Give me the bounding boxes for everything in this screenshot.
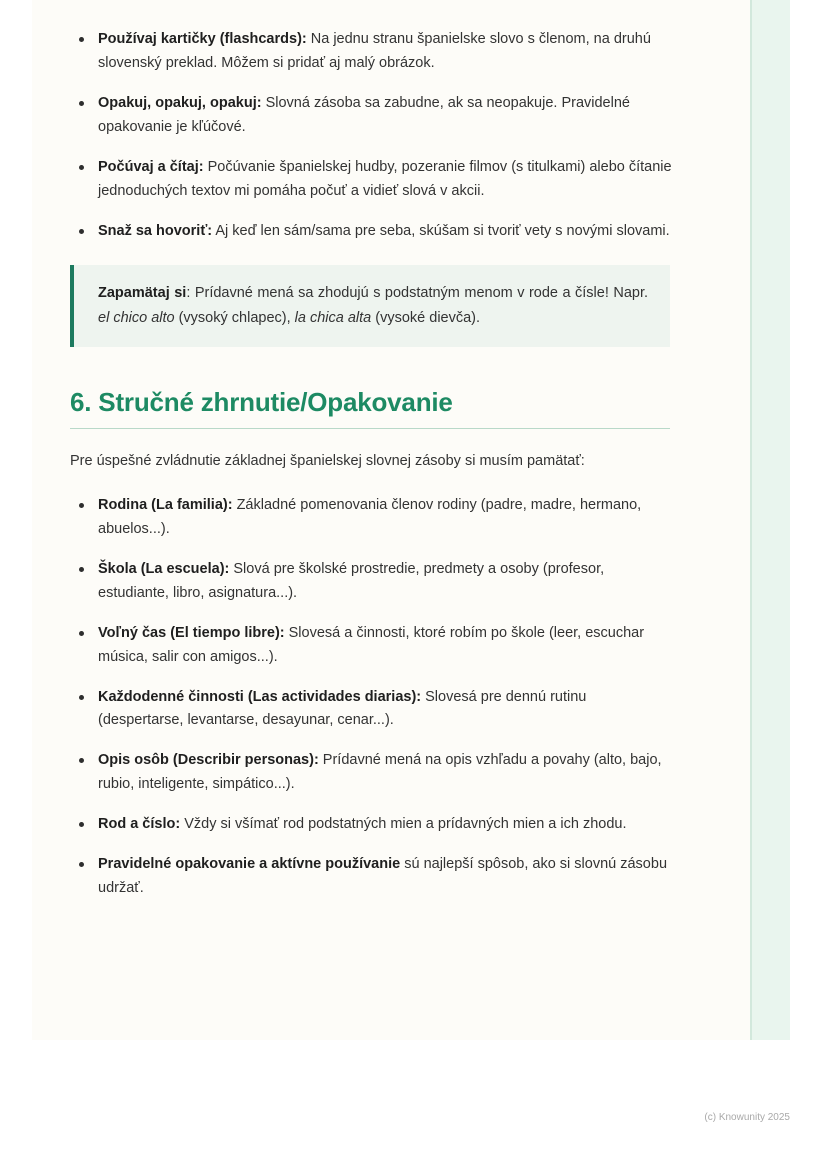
- list-item-lead: Opis osôb (Describir personas):: [98, 752, 319, 769]
- document-page: [32, 0, 790, 1040]
- list-item: [70, 558, 672, 606]
- section-intro: Pre úspešné zvládnutie základnej španielskej slovnej zásoby si musím pamätať:: [70, 453, 585, 470]
- list-item-text: Na jednu stranu španielske slovo s členom, na druhú slovenský preklad. Môžem si pridať aj malý obrázok.: [98, 31, 651, 71]
- list-item-lead: Rod a číslo:: [98, 816, 181, 833]
- callout-part1: : Prídavné mená sa zhodujú s podstatným menom v rode a čísle! Napr.: [186, 285, 648, 302]
- list-item: [70, 622, 672, 670]
- list-item-lead: Škola (La escuela):: [98, 560, 230, 577]
- list-item-lead: Opakuj, opakuj, opakuj:: [98, 94, 262, 111]
- section-heading: 6. Stručné zhrnutie/Opakovanie: [70, 387, 453, 418]
- list-item-text: Slovesá a činnosti, ktoré robím po škole (leer, escuchar música, salir con amigos...).: [98, 624, 645, 665]
- callout-text: [98, 281, 648, 331]
- list-item-text: Vždy si všímať rod podstatných mien a prídavných mien a ich zhodu.: [180, 816, 627, 833]
- list-item: [70, 92, 672, 140]
- list-item-text: Slovná zásoba sa zabudne, ak sa neopakuje. Pravidelné opakovanie je kľúčové.: [98, 94, 630, 135]
- list-item: [70, 686, 672, 734]
- list-item-lead: Pravidelné opakovanie a aktívne používanie: [98, 856, 401, 873]
- section-heading-rule: [70, 428, 670, 429]
- list-item-text: Prídavné mená na opis vzhľadu a povahy (alto, bajo, rubio, inteligente, simpático...).: [98, 752, 662, 793]
- list-item: [70, 220, 672, 244]
- page-side-accent: [750, 0, 790, 1040]
- callout-italic-1: el chico alto: [98, 310, 175, 327]
- list-item-text: Základné pomenovania členov rodiny (padre, madre, hermano, abuelos...).: [98, 496, 642, 537]
- list-item-lead: Každodenné činnosti (Las actividades diarias):: [98, 688, 422, 705]
- list-item: [70, 749, 672, 797]
- callout-part3: (vysoké dievča).: [371, 310, 481, 327]
- list-item-lead: Používaj kartičky (flashcards):: [98, 31, 307, 47]
- list-item-text: Slovesá pre dennú rutinu (despertarse, levantarse, desayunar, cenar...).: [98, 688, 587, 729]
- list-item-lead: Voľný čas (El tiempo libre):: [98, 624, 285, 641]
- copyright-footer: (c) Knowunity 2025: [704, 1112, 790, 1123]
- list-item-text: Počúvanie španielskej hudby, pozeranie filmov (s titulkami) alebo čítanie jednoduchých textov mi pomáha počuť a vidieť slová v akcii.: [98, 158, 672, 199]
- list-item-lead: Snaž sa hovoriť:: [98, 222, 213, 239]
- list-item: [70, 156, 672, 204]
- list-item: [70, 853, 672, 901]
- callout-italic-2: la chica alta: [294, 310, 372, 327]
- tips-list: [70, 28, 672, 243]
- remember-callout: [70, 265, 670, 347]
- list-item-lead: Rodina (La familia):: [98, 496, 233, 513]
- summary-list: [70, 494, 672, 901]
- page-accent-divider: [750, 0, 752, 1040]
- list-item: [70, 813, 672, 837]
- page-content: [70, 28, 672, 917]
- list-item-lead: Počúvaj a čítaj:: [98, 158, 204, 175]
- callout-part2: (vysoký chlapec),: [174, 310, 295, 327]
- list-item-text: sú najlepší spôsob, ako si slovnú zásobu udržať.: [98, 856, 668, 897]
- list-item: [70, 494, 672, 542]
- list-item-text: Aj keď len sám/sama pre seba, skúšam si tvoriť vety s novými slovami.: [212, 222, 670, 239]
- list-item-text: Slová pre školské prostredie, predmety a osoby (profesor, estudiante, libro, asignatura...).: [98, 560, 605, 601]
- list-item: [70, 28, 672, 76]
- callout-lead: Zapamätaj si: [98, 285, 187, 302]
